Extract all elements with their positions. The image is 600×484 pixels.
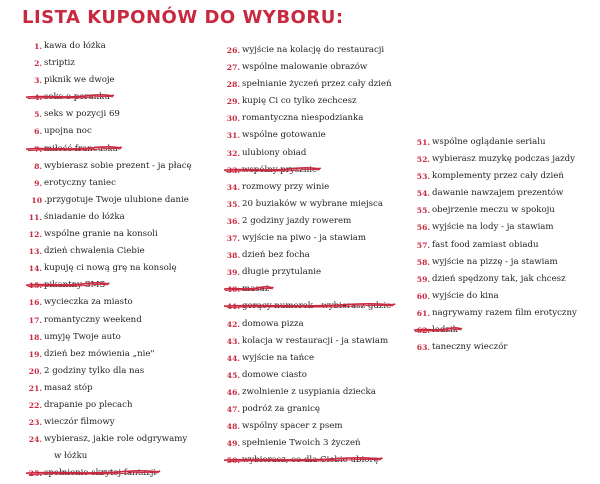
coupon-number: 32. <box>226 148 240 158</box>
coupon-number: 49. <box>226 439 240 449</box>
coupon-text: seks o poranku <box>44 92 110 103</box>
coupon-number: 4. <box>34 93 42 103</box>
coupon-text: w łóżku <box>54 451 88 462</box>
coupon-number: 15. <box>28 281 42 291</box>
coupon-number: 35. <box>226 199 240 209</box>
coupon-text: spełnianie życzeń przez cały dzień <box>242 79 392 90</box>
coupon-text: wspólne malowanie obrazów <box>242 62 368 73</box>
coupon-number: 48. <box>226 422 240 432</box>
coupon-number: 28. <box>226 80 240 90</box>
coupon-number: 45. <box>226 370 240 380</box>
coupon-number: 20. <box>28 366 42 376</box>
coupon-number: 27. <box>226 63 240 73</box>
coupon-number: 51. <box>416 138 430 147</box>
coupon-number: 17. <box>28 315 42 325</box>
coupon-text: obejrzenie meczu w spokoju <box>432 205 555 216</box>
coupon-text: seks w pozycji 69 <box>44 109 120 120</box>
coupon-text: fast food zamiast obiadu <box>432 239 539 250</box>
coupon-text: 2 godziny jazdy rowerem <box>242 215 352 226</box>
coupon-number: 26. <box>226 46 240 55</box>
coupon-text: wyjście do kina <box>432 290 499 301</box>
coupon-text: wieczór filmowy <box>44 417 115 428</box>
coupon-text: piknik we dwoje <box>44 75 115 86</box>
coupon-number: 38. <box>226 251 240 261</box>
coupon-number: 52. <box>416 155 430 165</box>
coupon-number: 36. <box>226 216 240 226</box>
coupon-number: 10 <box>31 195 42 205</box>
coupon-text: romantyczny weekend <box>44 314 142 325</box>
coupon-text: domowa pizza <box>242 318 304 329</box>
coupon-number: 21. <box>28 383 42 393</box>
coupon-number: 16. <box>28 298 42 308</box>
coupon-number: 39. <box>226 268 240 278</box>
coupon-text: wycieczka za miasto <box>44 297 133 308</box>
coupon-text: dzień chwalenia Ciebie <box>44 246 145 257</box>
coupon-number: 57. <box>416 240 430 250</box>
coupon-number: 33. <box>226 165 240 175</box>
coupon-text: wyjście na kolację do restauracji <box>242 45 385 55</box>
coupon-text: nagrywamy razem film erotyczny <box>432 307 577 318</box>
coupon-text: komplementy przez cały dzień <box>432 171 564 182</box>
coupon-text: domowe ciasto <box>242 369 307 380</box>
coupon-number: 42. <box>226 319 240 329</box>
coupon-number: 44. <box>226 353 240 363</box>
coupon-number: 13. <box>28 247 42 257</box>
coupon-text: kupuję ci nową grę na konsolę <box>44 263 177 274</box>
coupon-text: wyjście na tańce <box>242 352 315 363</box>
coupon-text: wspólne gotowanie <box>242 130 326 141</box>
coupon-text: pikantny SMS <box>44 280 106 291</box>
coupon-number: 29. <box>226 97 240 107</box>
coupon-number: 18. <box>28 332 42 342</box>
coupon-number: 55. <box>416 206 430 216</box>
coupon-number: 60. <box>416 291 430 301</box>
coupon-number: 59. <box>416 274 430 284</box>
coupon-text: miłość francuska <box>44 143 118 154</box>
coupon-number: 1. <box>34 42 42 51</box>
coupon-text: upojna noc <box>44 126 92 137</box>
coupon-number: 63. <box>416 343 430 353</box>
coupon-text: podróż za granicę <box>242 403 321 414</box>
coupon-text: umyję Twoje auto <box>44 331 121 342</box>
coupon-text: kupię Ci co tylko zechcesz <box>242 96 357 107</box>
coupon-text: gorący numerek - wybierasz gdzie <box>242 301 392 312</box>
coupon-number: 5. <box>34 110 42 120</box>
coupon-number: 40. <box>226 285 240 295</box>
coupon-number: 47. <box>226 404 240 414</box>
coupon-number: 11. <box>28 212 42 222</box>
coupon-text: dzień bez focha <box>242 250 310 261</box>
coupon-number: 50. <box>226 456 240 466</box>
coupon-number: 3. <box>34 76 42 86</box>
coupon-number: 23. <box>28 418 42 428</box>
coupon-text: kawa do łóżka <box>44 41 106 51</box>
coupon-text: wybierasz, co dla Ciebie ubiorę <box>242 455 379 466</box>
coupon-text: masaż stóp <box>44 382 93 393</box>
coupon-number: 41. <box>226 302 240 312</box>
coupon-text: drapanie po plecach <box>44 399 133 410</box>
coupon-number: 30. <box>226 114 240 124</box>
coupon-number: 56. <box>416 223 430 233</box>
coupon-text: dzień spędzony tak, jak chcesz <box>432 273 566 284</box>
coupon-text: .przygotuje Twoje ulubione danie <box>44 194 189 205</box>
coupon-number: 31. <box>226 131 240 141</box>
coupon-number: 8. <box>34 161 42 171</box>
coupon-text: wspólny spacer z psem <box>242 421 343 432</box>
coupon-text: wyjście na pizzę - ja stawiam <box>432 256 558 267</box>
coupon-text: zwolnienie z usypiania dziecka <box>242 386 376 397</box>
coupon-text: romantyczna niespodzianka <box>242 113 364 124</box>
coupon-number: 53. <box>416 172 430 182</box>
coupon-number: 9. <box>34 178 42 188</box>
coupon-number: 43. <box>226 336 240 346</box>
coupon-text: wspólne oglądanie serialu <box>432 137 546 147</box>
coupon-text: wybierasz muzykę podczas jazdy <box>432 154 575 165</box>
coupon-number: 46. <box>226 387 240 397</box>
coupon-text: długie przytulanie <box>242 267 322 278</box>
coupon-text: wyjście na piwo - ja stawiam <box>242 233 367 244</box>
coupon-number: 7. <box>34 144 42 154</box>
coupon-text: spełnienie skrytej fantazji <box>44 468 157 479</box>
coupon-number: 24. <box>28 435 42 445</box>
coupon-number: 22. <box>28 400 42 410</box>
coupon-text: śniadanie do łóżka <box>44 211 125 222</box>
coupon-number: 19. <box>28 349 42 359</box>
coupon-text: masaż <box>242 284 270 295</box>
coupon-number: 14. <box>28 264 42 274</box>
coupon-text: wybierasz, jakie role odgrywamy <box>44 434 188 445</box>
coupon-text: ulubiony obiad <box>242 147 307 158</box>
coupon-number: 61. <box>416 308 430 318</box>
coupon-text: lodzik <box>432 325 458 336</box>
coupon-number: 34. <box>226 182 240 192</box>
coupon-text: wspólny prysznic <box>242 164 317 175</box>
coupon-number: 25. <box>28 469 42 479</box>
coupon-text: 2 godziny tylko dla nas <box>44 365 145 376</box>
coupon-text: striptiz <box>44 58 75 69</box>
coupon-number: 2. <box>34 59 42 69</box>
coupon-text: wyjście na lody - ja stawiam <box>432 222 554 233</box>
coupon-text: wspólne granie na konsoli <box>44 229 158 240</box>
coupon-text: dzień bez mówienia „nie" <box>44 348 155 359</box>
coupon-text: wybierasz sobie prezent - ja płacę <box>44 160 192 171</box>
coupon-text: 20 buziaków w wybrane miejsca <box>242 198 383 209</box>
coupon-number: 37. <box>226 234 240 244</box>
coupon-text: erotyczny taniec <box>44 177 116 188</box>
page-title: LISTA KUPONÓW DO WYBORU: <box>22 7 344 28</box>
coupon-number: 54. <box>416 189 430 199</box>
coupon-text: spełnienie Twoich 3 życzeń <box>242 438 361 449</box>
coupon-number: 58. <box>416 257 430 267</box>
coupon-text: kolacja w restauracji - ja stawiam <box>242 335 389 346</box>
coupon-text: taneczny wieczór <box>432 342 508 353</box>
coupon-number: 6. <box>34 127 42 137</box>
coupon-text: dawanie nawzajem prezentów <box>432 188 564 199</box>
coupon-number: 62. <box>416 326 430 336</box>
coupon-number: 12. <box>28 230 42 240</box>
coupon-text: rozmowy przy winie <box>242 181 330 192</box>
